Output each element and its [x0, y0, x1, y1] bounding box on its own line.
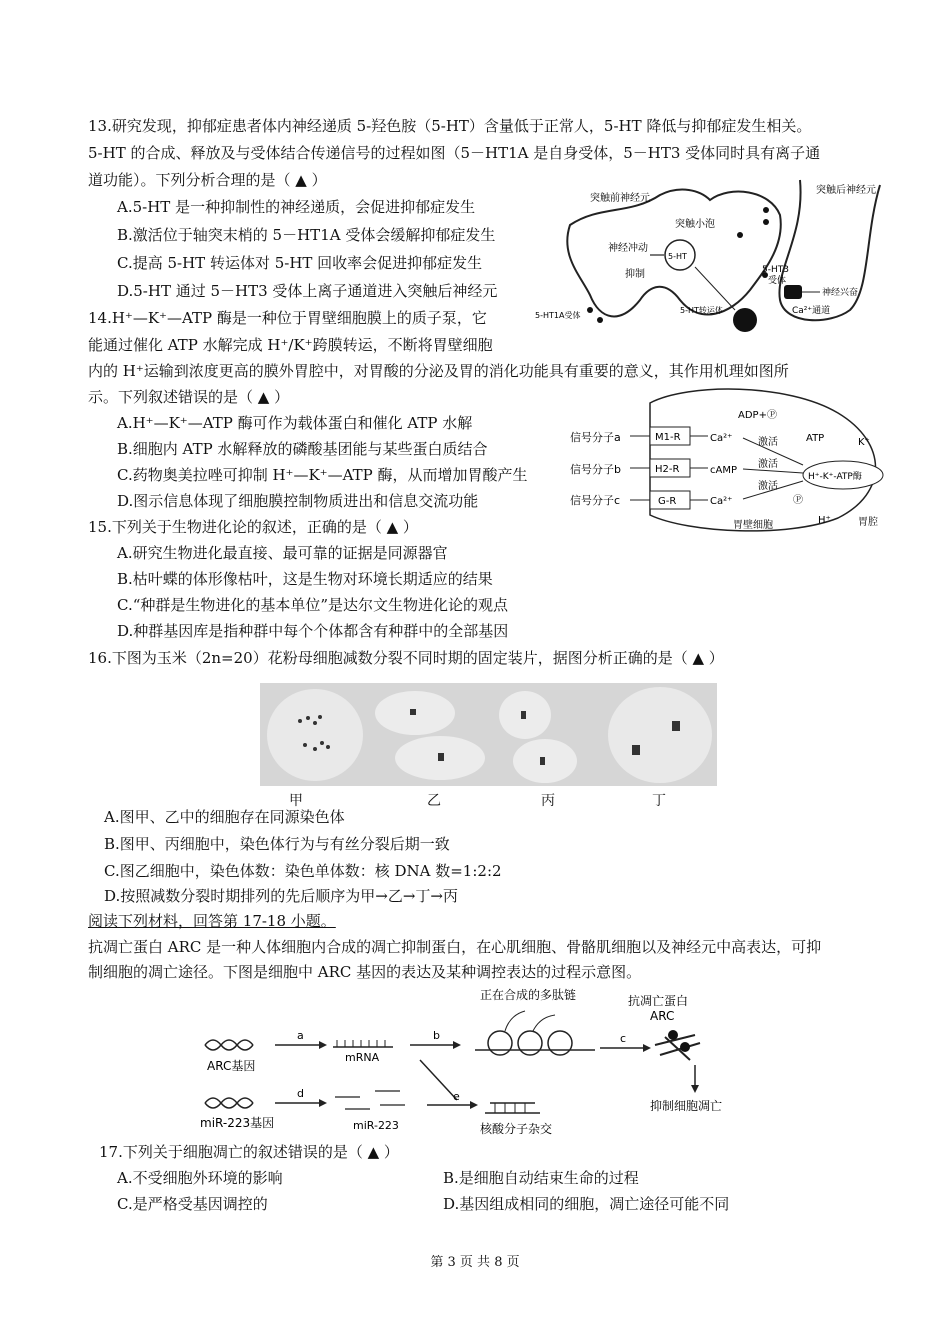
label-bing: 丙: [541, 793, 555, 809]
q13-stem-1: 13.研究发现，抑郁症患者体内神经递质 5-羟色胺（5-HT）含量低于正常人，5-HT 降低与抑郁症发生相关。: [88, 117, 812, 135]
parietal-cell-label: 胃壁细胞: [733, 520, 773, 531]
q14-stem-4: 示。下列叙述错误的是（ ▲ ）: [88, 388, 290, 406]
proton-pump-diagram: [568, 383, 898, 533]
ca-2-label: Ca²⁺: [710, 496, 733, 507]
arc-expression-diagram: [195, 985, 795, 1135]
impulse-label: 神经冲动: [608, 243, 648, 254]
page-footer: 第 3 页 共 8 页: [430, 1255, 520, 1270]
q17-option-d: D.基因组成相同的细胞，凋亡途径可能不同: [443, 1195, 730, 1213]
material-text-1: 抗凋亡蛋白 ARC 是一种人体细胞内合成的凋亡抑制蛋白，在心肌细胞、骨骼肌细胞以及神经元中高表达，可抑: [88, 938, 822, 956]
arc-protein-label-2: ARC: [650, 1009, 675, 1023]
material-text-2: 制细胞的凋亡途径。下图是细胞中 ARC 基因的表达及某种调控表达的过程示意图。: [88, 963, 642, 981]
signal-b-label: 信号分子b: [570, 463, 621, 476]
step-c-label: c: [620, 1032, 627, 1045]
m1-receptor: M1-R: [655, 432, 681, 443]
pump-label: H⁺-K⁺-ATP酶: [808, 472, 862, 482]
arc-protein-label-1: 抗凋亡蛋白: [628, 994, 689, 1008]
q14-stem-2: 能通过催化 ATP 水解完成 H⁺/K⁺跨膜转运，不断将胃壁细胞: [88, 336, 493, 354]
q14-option-a: A.H⁺—K⁺—ATP 酶可作为载体蛋白和催化 ATP 水解: [117, 414, 473, 432]
arc-gene-label: ARC基因: [207, 1059, 256, 1073]
q13-option-c: C.提高 5-HT 转运体对 5-HT 回收率会促进抑郁症发生: [117, 254, 483, 272]
atp-label: ATP: [806, 433, 825, 444]
q16-option-b: B.图甲、丙细胞中，染色体行为与有丝分裂后期一致: [104, 835, 450, 853]
meiosis-micrograph: [260, 683, 717, 786]
k-ion-label: K⁺: [858, 437, 870, 448]
q16-option-c: C.图乙细胞中，染色体数：染色单体数：核 DNA 数=1:2:2: [104, 862, 502, 880]
ht-label: 5-HT: [668, 252, 687, 261]
excite-label: 神经兴奋: [822, 288, 859, 298]
q17-option-a: A.不受细胞外环境的影响: [117, 1169, 283, 1187]
g-receptor: G-R: [658, 496, 677, 507]
h-ion-label: H⁺: [818, 515, 831, 526]
q13-stem-2: 5-HT 的合成、释放及与受体结合传递信号的过程如图（5－HT1A 是自身受体，5－HT3 受体同时具有离子通: [88, 144, 821, 162]
q13-stem-3: 道功能）。下列分析合理的是（ ▲ ）: [88, 171, 327, 189]
stomach-cavity-label: 胃腔: [858, 517, 878, 528]
transporter-label: 5-HT转运体: [680, 306, 723, 315]
q14-stem-1: 14.H⁺—K⁺—ATP 酶是一种位于胃壁细胞膜上的质子泵，它: [88, 309, 487, 327]
signal-a-label: 信号分子a: [570, 431, 621, 444]
transporter-shape: [733, 308, 757, 332]
q17-option-b: B.是细胞自动结束生命的过程: [443, 1169, 639, 1187]
inhibit-label: 抑制: [625, 269, 645, 280]
q14-option-b: B.细胞内 ATP 水解释放的磷酸基团能与某些蛋白质结合: [117, 440, 488, 458]
h2-receptor: H2-R: [655, 464, 680, 475]
post-neuron-label: 突触后神经元: [816, 185, 876, 196]
step-d-label: d: [297, 1087, 304, 1100]
q14-option-d: D.图示信息体现了细胞膜控制物质进出和信息交流功能: [117, 492, 479, 510]
q15-option-d: D.种群基因库是指种群中每个个体都含有种群中的全部基因: [117, 622, 509, 640]
r3-receptor-label: 受体: [768, 276, 787, 286]
q15-option-a: A.研究生物进化最直接、最可靠的证据是同源器官: [117, 544, 448, 562]
phosphate-label: Ⓟ: [793, 495, 803, 506]
label-yi: 乙: [427, 793, 441, 809]
activate-1-label: 激活: [758, 437, 778, 448]
q15-option-c: C.“种群是生物进化的基本单位”是达尔文生物进化论的观点: [117, 596, 509, 614]
material-title: 阅读下列材料，回答第 17-18 小题。: [88, 912, 336, 930]
step-a-label: a: [297, 1029, 304, 1042]
camp-label: cAMP: [710, 465, 737, 476]
ca-channel-label: Ca²⁺通道: [792, 306, 831, 316]
q16-option-a: A.图甲、乙中的细胞存在同源染色体: [104, 808, 345, 826]
peptide-label: 正在合成的多肽链: [480, 988, 577, 1002]
inhibit-apoptosis-label: 抑制细胞凋亡: [650, 1099, 723, 1113]
mrna-label: mRNA: [345, 1051, 380, 1064]
signal-c-label: 信号分子c: [570, 494, 621, 507]
hybrid-label: 核酸分子杂交: [480, 1122, 553, 1135]
q13-option-b: B.激活位于轴突末梢的 5－HT1A 受体会缓解抑郁症发生: [117, 226, 496, 244]
q15-stem: 15.下列关于生物进化论的叙述，正确的是（ ▲ ）: [88, 518, 418, 536]
q17-stem: 17.下列关于细胞凋亡的叙述错误的是（ ▲ ）: [99, 1143, 399, 1161]
q16-option-d: D.按照减数分裂时期排列的先后顺序为甲→乙→丁→丙: [104, 887, 458, 905]
activate-3-label: 激活: [758, 481, 778, 492]
vesicle-label: 突触小泡: [675, 219, 715, 230]
label-jia: 甲: [289, 793, 303, 809]
r3-label: 5-HT3: [762, 265, 789, 275]
q14-option-c: C.药物奥美拉唑可抑制 H⁺—K⁺—ATP 酶，从而增加胃酸产生: [117, 466, 528, 484]
step-b-label: b: [433, 1029, 440, 1042]
ca-1-label: Ca²⁺: [710, 433, 733, 444]
mir223-label: miR-223: [353, 1119, 399, 1132]
step-e-label: e: [453, 1090, 460, 1103]
q17-option-c: C.是严格受基因调控的: [117, 1195, 268, 1213]
q15-option-b: B.枯叶蝶的体形像枯叶，这是生物对环境长期适应的结果: [117, 570, 493, 588]
mir223-gene-label: miR-223基因: [200, 1116, 275, 1130]
q16-stem: 16.下图为玉米（2n=20）花粉母细胞减数分裂不同时期的固定装片，据图分析正确的是（ ▲ ）: [88, 649, 724, 667]
q14-stem-3: 内的 H⁺运输到浓度更高的膜外胃腔中，对胃酸的分泌及胃的消化功能具有重要的意义，其作用机理如图所: [88, 362, 789, 380]
r1a-label: 5-HT1A受体: [535, 311, 581, 320]
label-ding: 丁: [652, 793, 666, 809]
q13-option-d: D.5-HT 通过 5－HT3 受体上离子通道进入突触后神经元: [117, 282, 498, 300]
synapse-diagram: [530, 175, 890, 335]
activate-2-label: 激活: [758, 459, 778, 470]
adp-label: ADP+Ⓟ: [738, 410, 777, 421]
q13-option-a: A.5-HT 是一种抑制性的神经递质，会促进抑郁症发生: [117, 198, 476, 216]
pre-neuron-label: 突触前神经元: [590, 193, 650, 204]
